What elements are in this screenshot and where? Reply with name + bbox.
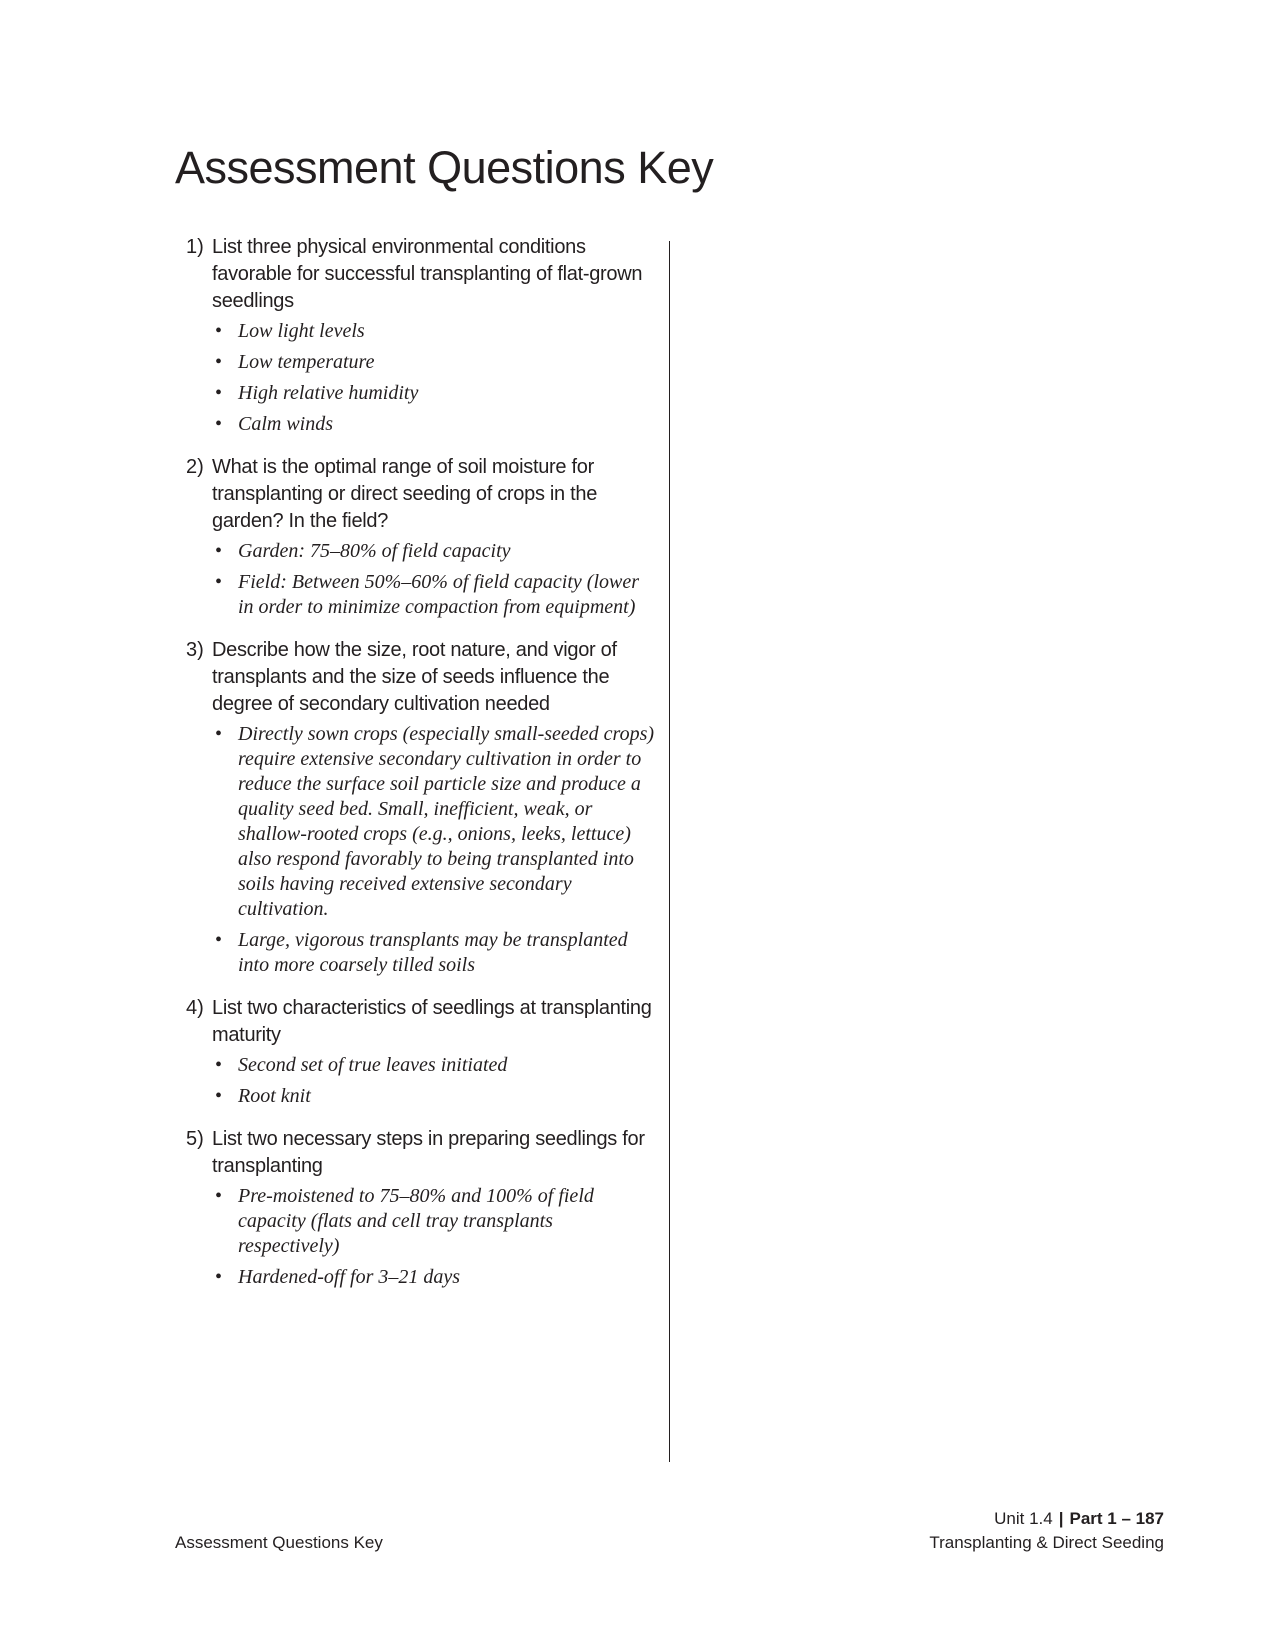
question-number: 4) [186,997,204,1019]
question-item [186,1126,656,1290]
answer-text: Pre-moistened to 75–80% and 100% of field capacity (flats and cell tray transplants respectively) [238,1185,594,1257]
question-list [186,234,656,1307]
question-item [186,234,656,437]
answer-list [212,319,656,437]
answer-text: High relative humidity [238,382,419,404]
bullet-icon: • [215,1185,223,1207]
footer-unit-subtitle: Transplanting & Direct Seeding [929,1533,1164,1552]
footer-separator: | [1058,1509,1064,1528]
answer-text: Second set of true leaves initiated [238,1054,508,1076]
answer-text: Directly sown crops (especially small-seeded crops) require extensive secondary cultivation in order to reduce the surface soil particle size and produce a quality seed bed. Small, inefficient, weak, or shallow-rooted crops (e.g., onions, leeks, lettuce) also respond favorably to being transplanted into soils having received extensive secondary cultivation. [238,723,655,920]
answer-item [212,722,656,922]
footer-section-title: Assessment Questions Key [175,1533,383,1552]
bullet-icon: • [215,1266,223,1288]
answer-item [212,412,656,437]
question-text: What is the optimal range of soil moisture for transplanting or direct seeding of crops in the garden? In the field? [212,456,598,532]
column-divider [669,241,670,1462]
answer-text: Large, vigorous transplants may be transplanted into more coarsely tilled soils [238,929,628,976]
answer-item [212,319,656,344]
bullet-icon: • [215,413,223,435]
question-text: Describe how the size, root nature, and vigor of transplants and the size of seeds influence the degree of secondary cultivation needed [212,639,617,715]
question-number: 2) [186,456,204,478]
bullet-icon: • [215,540,223,562]
answer-text: Low temperature [238,351,375,373]
answer-item [212,928,656,978]
answer-text: Low light levels [238,320,365,342]
answer-item [212,1184,656,1259]
page-title: Assessment Questions Key [175,142,714,193]
answer-list [212,1053,656,1109]
question-item [186,637,656,978]
answer-item [212,539,656,564]
footer-unit-line [929,1507,1164,1531]
answer-list [212,1184,656,1290]
question-item [186,995,656,1109]
bullet-icon: • [215,351,223,373]
bullet-icon: • [215,1085,223,1107]
answer-text: Hardened-off for 3–21 days [238,1266,461,1288]
answer-list [212,539,656,620]
footer-unit: Unit 1.4 [994,1509,1053,1528]
answer-text: Field: Between 50%–60% of field capacity (lower in order to minimize compaction from equipment) [238,571,639,618]
question-item [186,454,656,620]
question-text: List three physical environmental conditions favorable for successful transplanting of flat-grown seedlings [212,236,643,312]
bullet-icon: • [215,929,223,951]
answer-item [212,381,656,406]
bullet-icon: • [215,723,223,745]
question-text: List two characteristics of seedlings at transplanting maturity [212,997,652,1046]
question-text: List two necessary steps in preparing seedlings for transplanting [212,1128,645,1177]
bullet-icon: • [215,320,223,342]
answer-item [212,1053,656,1078]
bullet-icon: • [215,571,223,593]
bullet-icon: • [215,1054,223,1076]
question-number: 1) [186,236,204,258]
answer-text: Garden: 75–80% of field capacity [238,540,511,562]
answer-item [212,1084,656,1109]
answer-text: Calm winds [238,413,334,435]
bullet-icon: • [215,382,223,404]
question-number: 5) [186,1128,204,1150]
question-number: 3) [186,639,204,661]
answer-item [212,350,656,375]
answer-text: Root knit [238,1085,311,1107]
answer-item [212,1265,656,1290]
answer-item [212,570,656,620]
footer-page-number: Part 1 – 187 [1069,1509,1164,1528]
answer-list [212,722,656,978]
footer-page-info [929,1507,1164,1555]
